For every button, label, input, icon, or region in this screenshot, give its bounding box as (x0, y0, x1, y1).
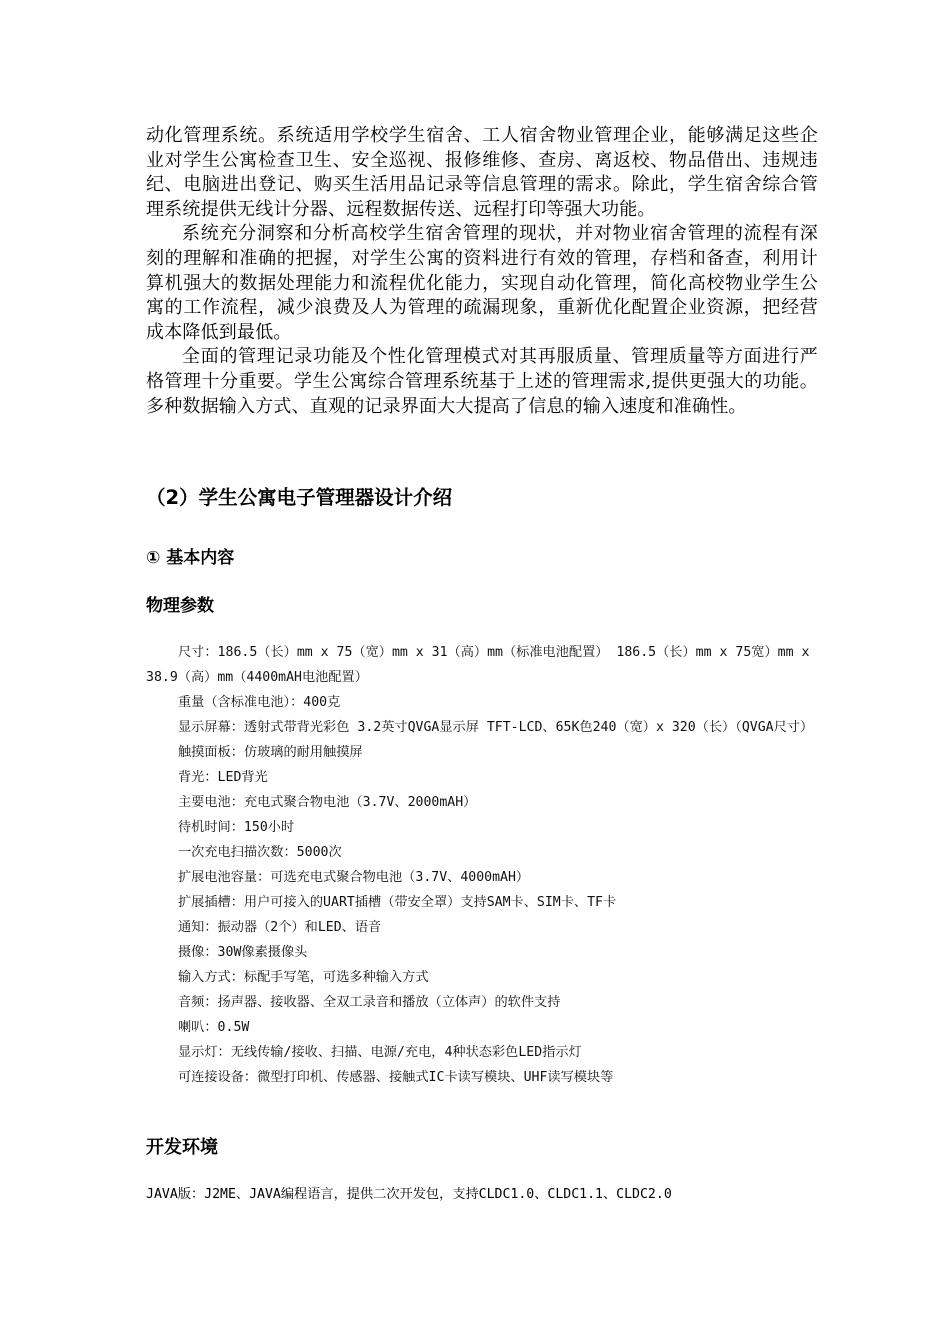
intro-text (146, 124, 818, 419)
spec-item: 扩展电池容量：可选充电式聚合物电池（3.7V、4000mAH） (178, 870, 530, 885)
spec-item: 触摸面板：仿玻璃的耐用触摸屏 (178, 745, 363, 760)
intro-paragraph-3: 全面的管理记录功能及个性化管理模式对其再服质量、管理质量等方面进行严格管理十分重要。学生公寓综合管理系统基于上述的管理需求,提供更强大的功能。多种数据输入方式、直观的记录界面大大提高了信息的输入速度和准确性。 (146, 346, 818, 417)
spec-item: 显示灯：无线传输/接收、扫描、电源/充电，4种状态彩色LED指示灯 (178, 1045, 582, 1060)
physical-params-heading: 物理参数 (146, 596, 214, 616)
spec-item: 输入方式：标配手写笔，可选多种输入方式 (178, 970, 429, 985)
spec-item: 扩展插槽：用户可接入的UART插槽（带安全罩）支持SAM卡、SIM卡、TF卡 (178, 895, 617, 910)
spec-item: 音频：扬声器、接收器、全双工录音和播放（立体声）的软件支持 (178, 995, 561, 1010)
spec-item: 通知：振动器（2个）和LED、语音 (178, 920, 382, 935)
spec-item: 显示屏幕：透射式带背光彩色 3.2英寸QVGA显示屏 TFT-LCD、65K色240（宽）x 320（长）（QVGA尺寸） (178, 720, 814, 735)
dev-env-heading: 开发环境 (146, 1137, 218, 1158)
spec-item: 摄像：30W像素摄像头 (178, 945, 308, 960)
spec-item: 一次充电扫描次数：5000次 (178, 845, 342, 860)
section-heading: （2）学生公寓电子管理器设计介绍 (146, 486, 453, 509)
basic-content-heading: ① 基本内容 (146, 548, 235, 568)
spec-item: 尺寸：186.5（长）mm x 75（宽）mm x 31（高）mm（标准电池配置） 186.5（长）mm x 75宽）mm x 38.9（高）mm（4400mAH电池配置） (146, 645, 810, 685)
spec-item: 重量（含标准电池）：400克 (178, 695, 341, 710)
intro-paragraph-2: 系统充分洞察和分析高校学生宿舍管理的现状，并对物业宿舍管理的流程有深刻的理解和准确的把握，对学生公寓的资料进行有效的管理，存档和备查，利用计算机强大的数据处理能力和流程优化能力，实现自动化管理，简化高校物业学生公寓的工作流程，减少浪费及人为管理的疏漏现象，重新优化配置企业资源，把经营成本降低到最低。 (146, 223, 818, 343)
spec-item: 主要电池：充电式聚合物电池（3.7V、2000mAH） (178, 795, 477, 810)
dev-env-text: JAVA版：J2ME、JAVA编程语言，提供二次开发包，支持CLDC1.0、CLDC1.1、CLDC2.0 (146, 1187, 672, 1202)
spec-item: 背光：LED背光 (178, 770, 268, 785)
spec-list (146, 640, 818, 1090)
intro-paragraph-1: 动化管理系统。系统适用学校学生宿舍、工人宿舍物业管理企业，能够满足这些企业对学生公寓检查卫生、安全巡视、报修维修、查房、离返校、物品借出、违规违纪、电脑进出登记、购买生活用品记录等信息管理的需求。除此，学生宿舍综合管理系统提供无线计分器、远程数据传送、远程打印等强大功能。 (146, 125, 818, 220)
spec-item: 可连接设备：微型打印机、传感器、接触式IC卡读写模块、UHF读写模块等 (178, 1070, 614, 1085)
spec-item: 待机时间：150小时 (178, 820, 295, 835)
spec-item: 喇叭：0.5W (178, 1020, 250, 1035)
